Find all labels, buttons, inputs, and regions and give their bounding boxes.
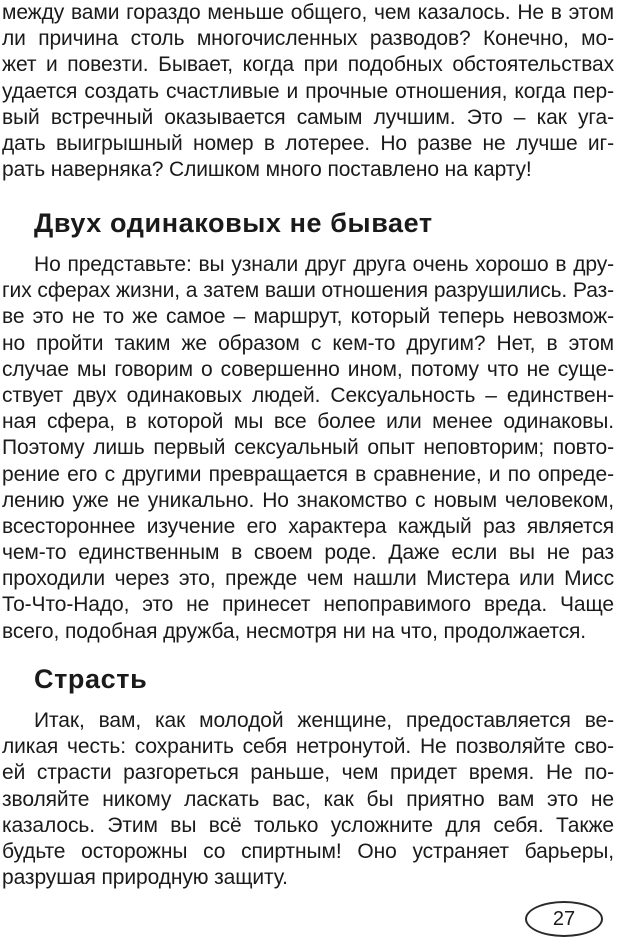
text-line: всестороннее изучение его характера каждый раз является (2, 514, 614, 538)
text-line: но пройти таким же образом с кем-то другим? Нет, в этом (2, 331, 614, 355)
section-heading: Страсть (34, 664, 148, 694)
section-1-paragraph (0, 252, 620, 645)
text-line: То-Что-Надо, это не принесет непоправимого вреда. Чаще (2, 593, 614, 617)
text-line: проходили через это, прежде чем нашли Мистера или Мисс (2, 567, 614, 591)
text-line: Но представьте: вы узнали друг друга очень хорошо в дру- (34, 253, 614, 276)
text-line: удается создать счастливые и прочные отношения, когда пер- (2, 79, 614, 103)
text-line: жет и повезти. Бывает, когда при подобных обстоятельствах (2, 53, 614, 77)
text-line: ствует двух одинаковых людей. Сексуальность – единствен- (2, 383, 614, 407)
text-line: казалось. Этим вы всё только усложните для себя. Также (2, 813, 614, 837)
section-heading: Двух одинаковых не бывает (34, 208, 433, 238)
text-line: ная сфера, в которой мы все более или менее одинаковы. (2, 410, 614, 434)
text-line: Итак, вам, как молодой женщине, предоставляется ве- (34, 709, 614, 732)
text-line: лению уже не уникально. Но знакомство с новым человеком, (2, 488, 614, 512)
text-line: ли причина столь многочисленных разводов? Конечно, мо- (2, 27, 614, 51)
text-line: гих сферах жизни, а затем ваши отношения разрушились. Раз- (2, 279, 614, 303)
text-line: Поэтому лишь первый сексуальный опыт неповторим; повто- (2, 436, 614, 460)
intro-paragraph (0, 0, 620, 183)
page-number: 27 (525, 901, 603, 937)
text-line: ве это не то же самое – маршрут, который теперь невозмож- (2, 305, 614, 329)
text-line: между вами гораздо меньше общего, чем казалось. Не в этом (2, 1, 614, 24)
text-line: зволяйте никому ласкать вас, как бы приятно вам это не (2, 787, 614, 811)
text-line: случае мы говорим о совершенно ином, потому что не суще- (2, 357, 614, 381)
text-line: рать наверняка? Слишком много поставлено на карту! (2, 158, 532, 182)
text-line: чем-то единственным в своем роде. Даже если вы не раз (2, 541, 614, 565)
text-line: разрушая природную защиту. (2, 866, 288, 890)
section-2-paragraph (0, 708, 620, 891)
text-line: всего, подобная дружба, несмотря ни на что, продолжается. (2, 619, 587, 643)
text-line: дать выигрышный номер в лотерее. Но разве не лучше иг- (2, 131, 614, 155)
text-line: ликая честь: сохранить себя нетронутой. Не позволяйте сво- (2, 735, 614, 759)
text-line: будьте осторожны со спиртным! Оно устраняет барьеры, (2, 839, 614, 863)
text-line: ей страсти разгореться раньше, чем придет время. Не по- (2, 761, 614, 785)
text-line: вый встречный оказывается самым лучшим. Это – как уга- (2, 105, 614, 129)
text-line: рение его с другими превращается в сравнение, и по опреде- (2, 462, 614, 486)
